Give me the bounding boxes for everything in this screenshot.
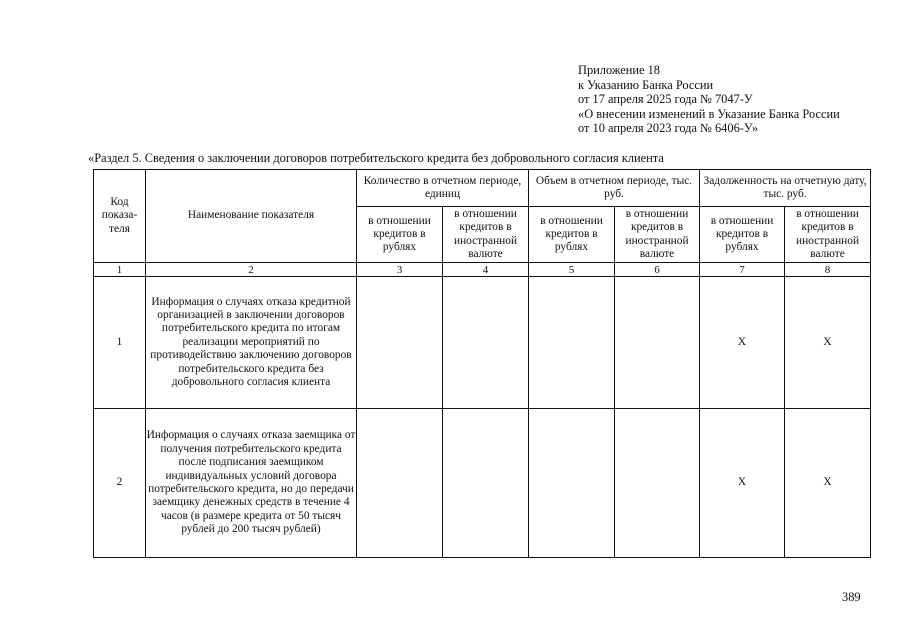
page-number: 389 xyxy=(842,590,861,604)
value-cell xyxy=(615,409,700,558)
value-cell xyxy=(443,409,529,558)
column-number: 7 xyxy=(700,263,785,277)
header-rub: в отношении кредитов в рублях xyxy=(357,207,443,263)
appendix-line: от 17 апреля 2025 года № 7047-У xyxy=(578,92,753,107)
not-applicable-mark: X xyxy=(785,409,871,558)
not-applicable-mark: X xyxy=(700,277,785,409)
value-cell xyxy=(529,277,615,409)
indicator-code: 1 xyxy=(94,277,146,409)
column-number: 6 xyxy=(615,263,700,277)
indicator-name: Информация о случаях отказа заемщика от получения потребительского кредита после подписания заемщиком индивидуальных условий договора потребительского кредита, но до передачи заемщику денежных средств в течение 4 часов (в размере кредита от 50 тысяч рублей до 200 тысяч рублей) xyxy=(146,409,357,558)
header-fx: в отношении кредитов в иностранной валюте xyxy=(615,207,700,263)
appendix-line: к Указанию Банка России xyxy=(578,77,714,92)
header-name: Наименование показателя xyxy=(146,170,357,263)
column-number: 2 xyxy=(146,263,357,277)
appendix-line: Приложение 18 xyxy=(578,63,660,77)
appendix-line: от 10 апреля 2023 года № 6406-У» xyxy=(578,121,759,136)
header-quantity: Количество в отчетном периоде, единиц xyxy=(357,170,529,207)
value-cell xyxy=(357,277,443,409)
header-fx: в отношении кредитов в иностранной валюте xyxy=(785,207,871,263)
header-code: Код показа-теля xyxy=(94,170,146,263)
appendix-line: «О внесении изменений в Указание Банка России xyxy=(578,106,840,121)
not-applicable-mark: X xyxy=(700,409,785,558)
header-row-groups xyxy=(94,170,871,207)
column-number: 4 xyxy=(443,263,529,277)
header-rub: в отношении кредитов в рублях xyxy=(529,207,615,263)
header-rub: в отношении кредитов в рублях xyxy=(700,207,785,263)
column-number: 1 xyxy=(94,263,146,277)
indicator-name: Информация о случаях отказа кредитной организацией в заключении договоров потребительского кредита по итогам реализации мероприятий по противодействию заключению договоров потребительского кредита без добровольного согласия клиента xyxy=(146,277,357,409)
value-cell xyxy=(443,277,529,409)
column-number: 5 xyxy=(529,263,615,277)
not-applicable-mark: X xyxy=(785,277,871,409)
value-cell xyxy=(615,277,700,409)
table-row xyxy=(94,409,871,558)
value-cell xyxy=(357,409,443,558)
column-number: 3 xyxy=(357,263,443,277)
value-cell xyxy=(529,409,615,558)
header-debt: Задолженность на отчетную дату, тыс. руб. xyxy=(700,170,871,207)
indicator-code: 2 xyxy=(94,409,146,558)
appendix-reference xyxy=(578,63,840,136)
column-number: 8 xyxy=(785,263,871,277)
table-row xyxy=(94,277,871,409)
header-fx: в отношении кредитов в иностранной валюте xyxy=(443,207,529,263)
header-volume: Объем в отчетном периоде, тыс. руб. xyxy=(529,170,700,207)
section-title: «Раздел 5. Сведения о заключении договоров потребительского кредита без добровольного согласия клиента xyxy=(88,151,664,165)
column-number-row xyxy=(94,263,871,277)
report-table xyxy=(93,169,871,558)
